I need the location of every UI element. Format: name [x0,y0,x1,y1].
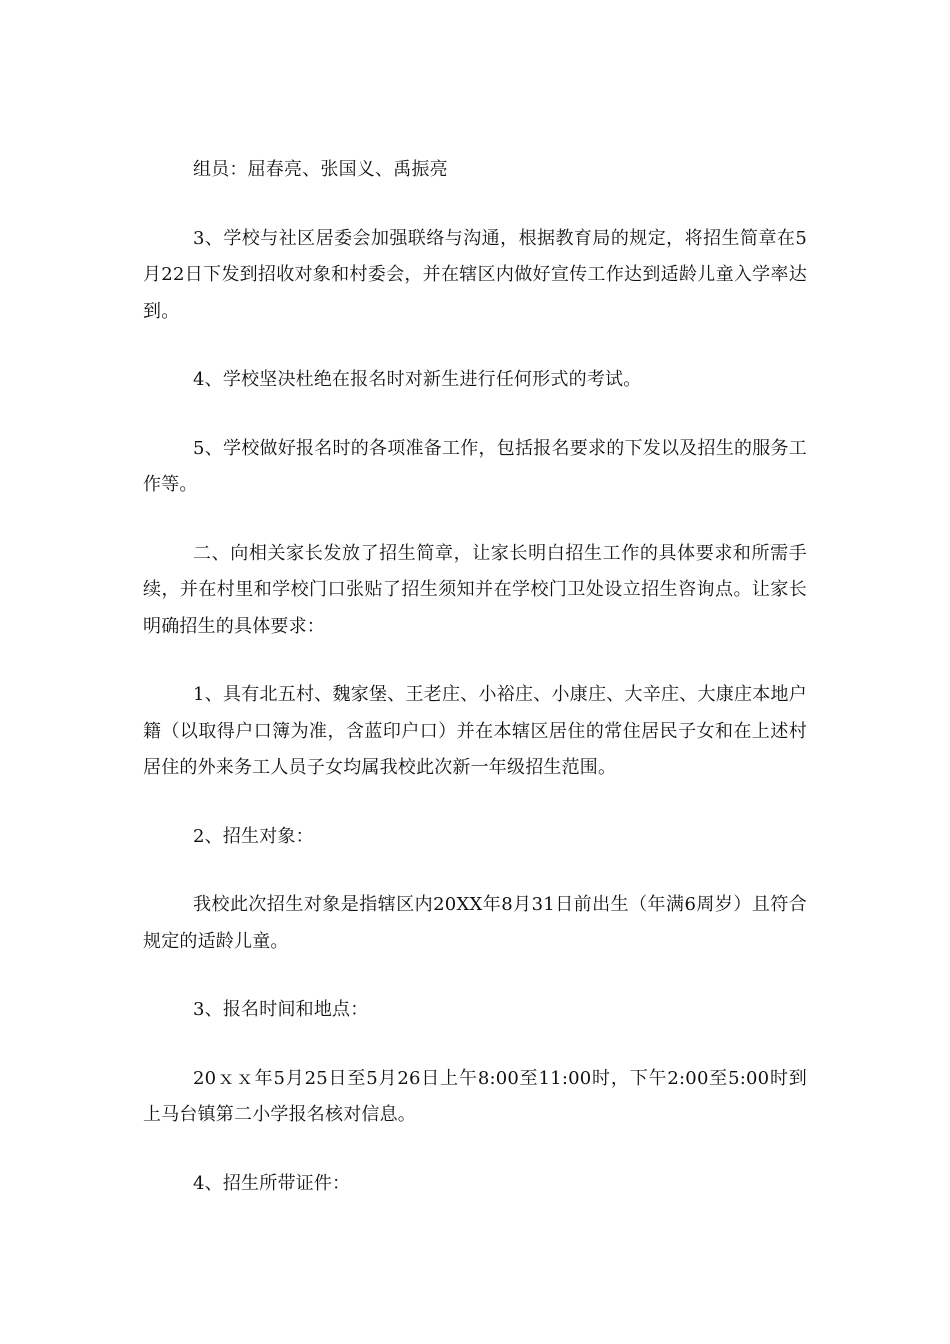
paragraph-no-exams: 4、学校坚决杜绝在报名时对新生进行任何形式的考试。 [193,369,642,390]
paragraph-time-place: 20ｘｘ年5月25日至5月26日上午8:00至11:00时，下午2:00至5:00时到上马台镇第二小学报名核对信息。 [143,1067,807,1125]
paragraph-enrollment-notice: 二、向相关家长发放了招生简章，让家长明白招生工作的具体要求和所需手续，并在村里和学校门口张贴了招生须知并在学校门卫处设立招生咨询点。让家长明确招生的具体要求： [143,542,807,637]
document-body [143,152,807,1202]
paragraph-enrollment-scope: 1、具有北五村、魏家堡、王老庄、小裕庄、小康庄、大辛庄、大康庄本地户籍（以取得户口簿为准，含蓝印户口）并在本辖区居住的常住居民子女和在上述村居住的外来务工人员子女均属我校此次新一年级招生范围。 [143,684,807,778]
paragraph-community-liaison: 3、学校与社区居委会加强联络与沟通，根据教育局的规定，将招生简章在5月22日下发到招收对象和村委会，并在辖区内做好宣传工作达到适龄儿童入学率达到。 [143,227,807,322]
paragraph-heading-target: 2、招生对象： [193,825,314,847]
paragraph-target-children: 我校此次招生对象是指辖区内20XX年8月31日前出生（年满6周岁）且符合规定的适龄儿童。 [143,894,807,952]
paragraph-team-members: 组员：屈春亮、张国义、禹振亮 [193,159,448,180]
paragraph-heading-time-place: 3、报名时间和地点： [193,999,369,1020]
paragraph-registration-prep: 5、学校做好报名时的各项准备工作，包括报名要求的下发以及招生的服务工作等。 [143,437,807,495]
paragraph-heading-documents: 4、招生所带证件： [193,1172,351,1194]
